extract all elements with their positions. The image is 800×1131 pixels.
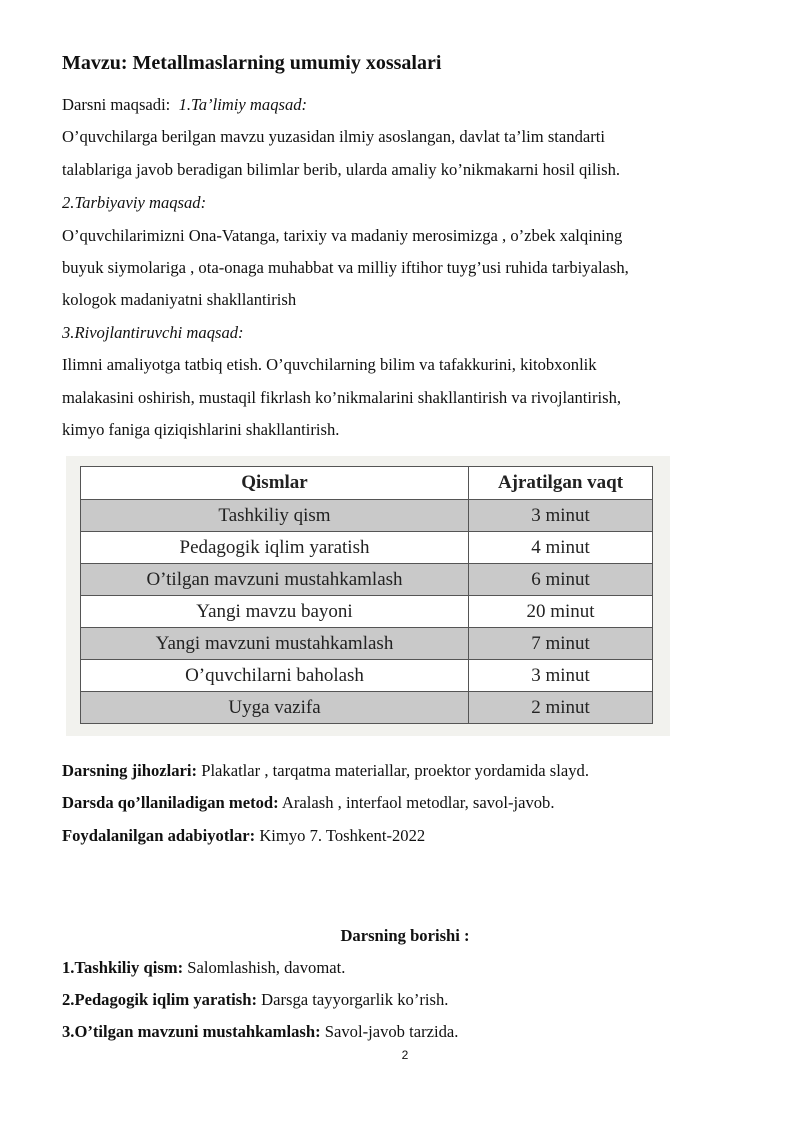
column-header-parts: Qismlar xyxy=(81,467,469,500)
lesson-title: Mavzu: Metallmaslarning umumiy xossalari xyxy=(62,52,442,74)
upbringing-goal-text-3: kologok madaniyatni shakllantirish xyxy=(62,290,297,309)
method-text: Aralash , interfaol metodlar, savol-javob. xyxy=(278,793,555,812)
time-cell: 4 minut xyxy=(469,532,653,564)
progress-item-label: 2.Pedagogik iqlim yaratish: xyxy=(62,990,257,1009)
progress-item xyxy=(62,990,448,1010)
development-goal-text-1: Ilimni amaliyotga tatbiq etish. O’quvchilarning bilim va tafakkurini, kitobxonlik xyxy=(62,355,597,374)
lesson-plan-table-image xyxy=(66,456,670,736)
upbringing-goal-label: 2.Tarbiyaviy maqsad: xyxy=(62,193,207,212)
literature-text: Kimyo 7. Toshkent-2022 xyxy=(255,826,426,845)
upbringing-goal-text-2: buyuk siymolariga , ota-onaga muhabbat va milliy iftihor tuyg’usi ruhida tarbiyalash, xyxy=(62,258,629,277)
progress-item-text: Savol-javob tarzida. xyxy=(320,1022,459,1041)
time-cell: 2 minut xyxy=(469,692,653,724)
table-row xyxy=(81,692,653,724)
literature-label: Foydalanilgan adabiyotlar: xyxy=(62,826,256,845)
educational-goal-text-2: talablariga javob beradigan bilimlar berib, ularda amaliy ko’nikmakarni hosil qilish. xyxy=(62,160,621,179)
development-goal-text-3: kimyo faniga qiziqishlarini shakllantirish. xyxy=(62,420,340,439)
time-cell: 3 minut xyxy=(469,660,653,692)
upbringing-goal-text-1: O’quvchilarimizni Ona-Vatanga, tarixiy va madaniy merosimizga , o’zbek xalqining xyxy=(62,226,623,245)
development-goal-text-2: malakasini oshirish, mustaqil fikrlash ko’nikmalarini shakllantirish va rivojlantirish, xyxy=(62,388,622,407)
table-header-row xyxy=(81,467,653,500)
equipment-text: Plakatlar , tarqatma materiallar, proektor yordamida slayd. xyxy=(197,761,589,780)
part-cell: O’tilgan mavzuni mustahkamlash xyxy=(81,564,469,596)
time-cell: 6 minut xyxy=(469,564,653,596)
progress-item-text: Salomlashish, davomat. xyxy=(183,958,346,977)
progress-item-label: 1.Tashkiliy qism: xyxy=(62,958,184,977)
table-row xyxy=(81,596,653,628)
table-row xyxy=(81,532,653,564)
progress-item xyxy=(62,1022,458,1042)
method-label: Darsda qo’llaniladigan metod: xyxy=(62,793,279,812)
goal-line xyxy=(62,95,307,115)
part-cell: Tashkiliy qism xyxy=(81,500,469,532)
equipment-line xyxy=(62,761,589,781)
part-cell: Uyga vazifa xyxy=(81,692,469,724)
column-header-time: Ajratilgan vaqt xyxy=(469,467,653,500)
page-number: 2 xyxy=(401,1048,409,1062)
table-row xyxy=(81,660,653,692)
development-goal-label: 3.Rivojlantiruvchi maqsad: xyxy=(62,323,244,342)
part-cell: Yangi mavzu bayoni xyxy=(81,596,469,628)
table-row xyxy=(81,628,653,660)
progress-item-text: Darsga tayyorgarlik ko’rish. xyxy=(257,990,449,1009)
equipment-label: Darsning jihozlari: xyxy=(62,761,198,780)
part-cell: Yangi mavzuni mustahkamlash xyxy=(81,628,469,660)
progress-item-label: 3.O’tilgan mavzuni mustahkamlash: xyxy=(62,1022,321,1041)
part-cell: Pedagogik iqlim yaratish xyxy=(81,532,469,564)
lesson-plan-table xyxy=(80,466,653,724)
time-cell: 20 minut xyxy=(469,596,653,628)
goal-label: Darsni maqsadi: xyxy=(62,95,171,114)
table-row xyxy=(81,564,653,596)
lesson-progress-heading: Darsning borishi : xyxy=(340,926,470,945)
part-cell: O’quvchilarni baholash xyxy=(81,660,469,692)
method-line xyxy=(62,793,555,813)
table-row xyxy=(81,500,653,532)
educational-goal-label: 1.Ta’limiy maqsad: xyxy=(178,95,308,114)
progress-item xyxy=(62,958,345,978)
time-cell: 7 minut xyxy=(469,628,653,660)
educational-goal-text-1: O’quvchilarga berilgan mavzu yuzasidan ilmiy asoslangan, davlat ta’lim standarti xyxy=(62,127,605,146)
literature-line xyxy=(62,826,425,846)
time-cell: 3 minut xyxy=(469,500,653,532)
